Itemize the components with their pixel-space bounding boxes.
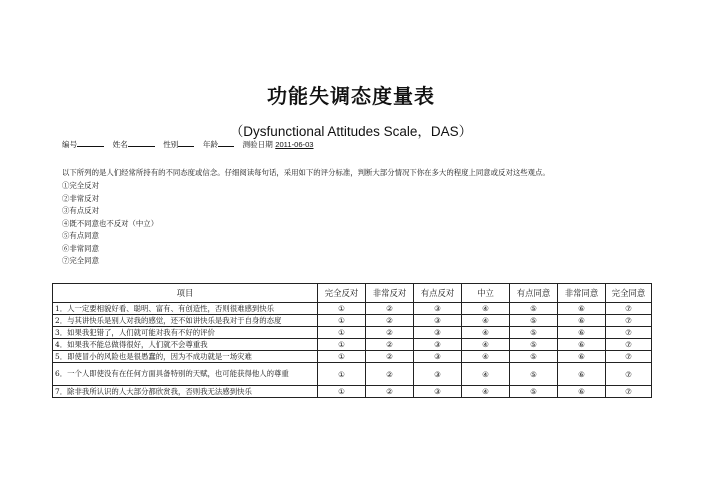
- rating-cell[interactable]: ⑤: [510, 327, 558, 339]
- age-label: 年龄: [202, 140, 219, 149]
- rating-option: ①完全反对: [62, 181, 99, 190]
- rating-cell[interactable]: ⑥: [558, 303, 606, 315]
- rating-option: ④既不同意也不反对（中立）: [62, 218, 159, 228]
- table-row: [53, 386, 652, 398]
- rating-cell[interactable]: ③: [414, 315, 462, 327]
- rating-cell[interactable]: ⑤: [510, 303, 558, 315]
- rating-cell[interactable]: ②: [366, 303, 414, 315]
- header-somewhat-agree: 有点同意: [510, 284, 558, 303]
- header-strongly-agree: 完全同意: [606, 284, 652, 303]
- rating-cell[interactable]: ③: [414, 303, 462, 315]
- scale-table: [52, 283, 652, 398]
- rating-cell[interactable]: ③: [414, 339, 462, 351]
- rating-cell[interactable]: ①: [318, 327, 366, 339]
- rating-cell[interactable]: ⑤: [510, 363, 558, 386]
- rating-cell[interactable]: ④: [462, 315, 510, 327]
- rating-cell[interactable]: ①: [318, 315, 366, 327]
- rating-cell[interactable]: ⑥: [558, 363, 606, 386]
- rating-cell[interactable]: ④: [462, 303, 510, 315]
- rating-cell[interactable]: ④: [462, 363, 510, 386]
- question-text: 5．即使冒小的风险也是很愚蠢的，因为不成功就是一场灾难: [53, 351, 318, 363]
- rating-cell[interactable]: ②: [366, 386, 414, 398]
- rating-cell[interactable]: ①: [318, 303, 366, 315]
- number-label: 编号: [62, 140, 78, 149]
- date-label: 测验日期: [242, 140, 273, 149]
- rating-cell[interactable]: ⑥: [558, 386, 606, 398]
- rating-cell[interactable]: ⑦: [606, 327, 652, 339]
- page-subtitle: （Dysfunctional Attitudes Scale，DAS）: [229, 124, 473, 139]
- table-header-row: [53, 284, 652, 303]
- rating-cell[interactable]: ①: [318, 339, 366, 351]
- header-neutral: 中立: [462, 284, 510, 303]
- table-row: [53, 327, 652, 339]
- rating-cell[interactable]: ②: [366, 363, 414, 386]
- rating-cell[interactable]: ②: [366, 327, 414, 339]
- page-title: 功能失调态度量表: [267, 84, 435, 108]
- rating-cell[interactable]: ④: [462, 351, 510, 363]
- rating-cell[interactable]: ⑦: [606, 386, 652, 398]
- number-blank: [77, 139, 104, 147]
- rating-cell[interactable]: ⑦: [606, 315, 652, 327]
- table-row: [53, 339, 652, 351]
- info-line: [62, 139, 314, 150]
- rating-cell[interactable]: ⑥: [558, 339, 606, 351]
- header-very-disagree: 非常反对: [366, 284, 414, 303]
- rating-cell[interactable]: ⑦: [606, 303, 652, 315]
- rating-option: ⑥非常同意: [62, 243, 99, 253]
- rating-cell[interactable]: ③: [414, 363, 462, 386]
- rating-cell[interactable]: ⑤: [510, 386, 558, 398]
- rating-option: ③有点反对: [62, 206, 99, 215]
- rating-option: ⑤有点同意: [62, 231, 99, 240]
- date-value: 2011-06-03: [275, 140, 314, 149]
- rating-cell[interactable]: ⑤: [510, 351, 558, 363]
- rating-cell[interactable]: ⑦: [606, 363, 652, 386]
- rating-cell[interactable]: ④: [462, 339, 510, 351]
- gender-label: 性别: [163, 140, 179, 149]
- rating-cell[interactable]: ③: [414, 386, 462, 398]
- rating-cell[interactable]: ②: [366, 351, 414, 363]
- rating-cell[interactable]: ①: [318, 351, 366, 363]
- rating-cell[interactable]: ④: [462, 327, 510, 339]
- rating-cell[interactable]: ⑥: [558, 351, 606, 363]
- header-somewhat-disagree: 有点反对: [414, 284, 462, 303]
- table-row: [53, 303, 652, 315]
- name-blank: [128, 139, 155, 147]
- age-blank: [218, 139, 234, 147]
- header-very-agree: 非常同意: [558, 284, 606, 303]
- question-text: 4．如果我不能总做得很好，人们就不会尊重我: [53, 339, 318, 351]
- rating-cell[interactable]: ⑥: [558, 315, 606, 327]
- question-text: 2．与其讲快乐是别人对我的感觉，还不如讲快乐是我对于自身的态度: [53, 315, 318, 327]
- rating-cell[interactable]: ⑥: [558, 327, 606, 339]
- instructions: 以下所列的是人们经常所持有的不同态度或信念。仔细阅读每句话，采用如下的评分标准，判断大部分情况下你在多大的程度上同意或反对这些观点。: [62, 168, 550, 177]
- rating-cell[interactable]: ①: [318, 386, 366, 398]
- rating-cell[interactable]: ①: [318, 363, 366, 386]
- rating-options: [62, 180, 158, 268]
- rating-option: ②非常反对: [62, 193, 99, 203]
- question-text: 3．如果我犯错了，人们就可能对我有不好的评价: [53, 327, 318, 339]
- rating-option: ⑦完全同意: [62, 256, 99, 265]
- table-row: [53, 315, 652, 327]
- rating-cell[interactable]: ②: [366, 339, 414, 351]
- rating-cell[interactable]: ⑦: [606, 339, 652, 351]
- rating-cell[interactable]: ③: [414, 327, 462, 339]
- name-label: 姓名: [112, 140, 128, 149]
- question-text: 1．人一定要相貌好看、聪明、富有、有创造性，否则很难感到快乐: [53, 303, 318, 315]
- rating-cell[interactable]: ②: [366, 315, 414, 327]
- header-strongly-disagree: 完全反对: [318, 284, 366, 303]
- rating-cell[interactable]: ④: [462, 386, 510, 398]
- question-text: 6．一个人即使没有在任何方面具备特别的天赋，也可能获得他人的尊重: [53, 363, 318, 386]
- rating-cell[interactable]: ⑦: [606, 351, 652, 363]
- rating-cell[interactable]: ⑤: [510, 339, 558, 351]
- question-text: 7．除非我所认识的人大部分都欣赏我，否则我无法感到快乐: [53, 386, 318, 398]
- gender-blank: [178, 139, 194, 147]
- table-row: [53, 351, 652, 363]
- rating-cell[interactable]: ⑤: [510, 315, 558, 327]
- rating-cell[interactable]: ③: [414, 351, 462, 363]
- table-row: [53, 363, 652, 386]
- header-item: 项目: [53, 284, 318, 303]
